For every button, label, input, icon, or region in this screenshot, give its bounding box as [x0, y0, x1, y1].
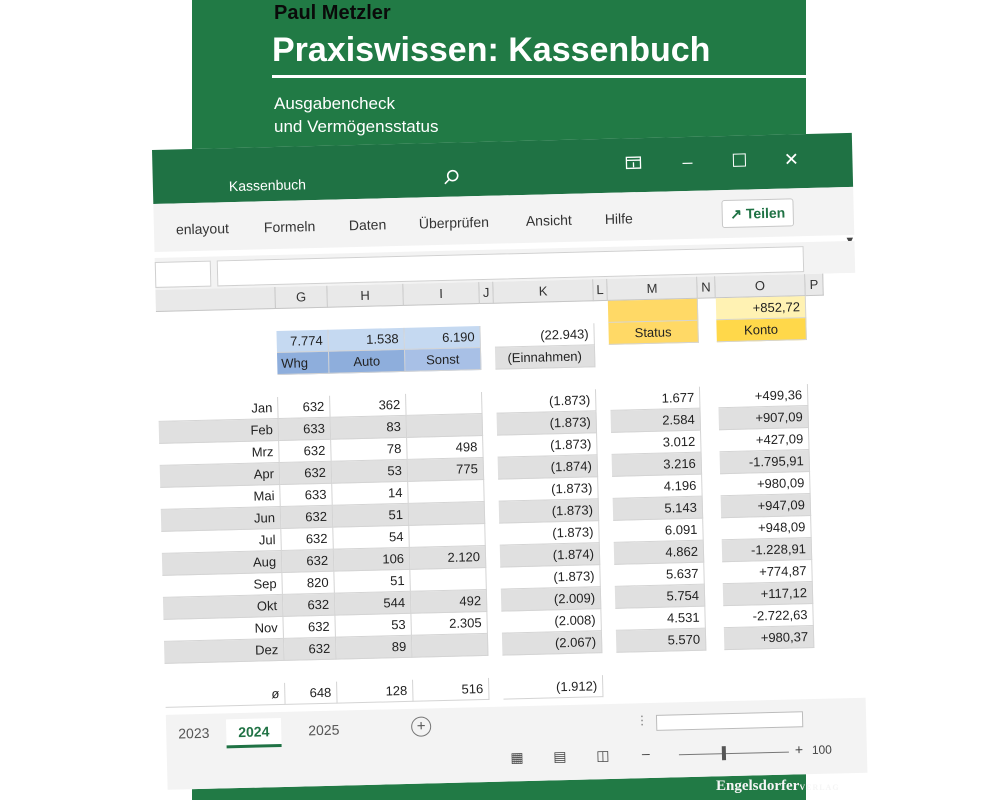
cell-einnahmen[interactable]: (2.009) — [501, 587, 602, 611]
tab-formeln[interactable]: Formeln — [263, 218, 316, 236]
cell-status[interactable]: 6.091 — [613, 519, 704, 543]
publisher-sub: VERLAG — [799, 783, 840, 792]
cell-konto[interactable]: -1.795,91 — [720, 450, 811, 474]
column-header-l[interactable]: L — [593, 279, 608, 301]
tab-seitenlayout[interactable]: enlayout — [175, 220, 230, 238]
book-title: Praxiswissen: Kassenbuch — [272, 31, 711, 69]
share-label: Teilen — [745, 204, 786, 222]
search-icon[interactable] — [443, 168, 462, 191]
month-label[interactable]: Mrz — [159, 441, 280, 466]
horizontal-scrollbar[interactable] — [656, 711, 803, 731]
subtitle-line-2: und Vermögensstatus — [274, 117, 439, 136]
month-label[interactable]: Dez — [164, 639, 285, 664]
column-header-g[interactable]: G — [275, 286, 328, 309]
close-icon[interactable]: ✕ — [783, 149, 800, 170]
cell-konto[interactable]: +980,09 — [720, 472, 811, 496]
cell-sonst[interactable] — [412, 634, 489, 658]
sheet-tab-2024[interactable]: 2024 — [226, 718, 282, 748]
zoom-in-button[interactable]: + — [794, 741, 804, 758]
cell-whg[interactable]: 632 — [279, 440, 332, 463]
month-label[interactable]: Feb — [159, 419, 280, 444]
cell-konto[interactable]: +980,37 — [724, 626, 815, 650]
avg-sonst[interactable]: 516 — [413, 678, 490, 702]
cell-status[interactable]: 4.531 — [615, 607, 706, 631]
cell-whg[interactable]: 633 — [280, 484, 333, 507]
restore-icon[interactable] — [622, 152, 645, 175]
month-label[interactable]: Mai — [160, 485, 281, 510]
status-header-top[interactable] — [608, 299, 699, 323]
cell-einnahmen[interactable]: (1.873) — [496, 389, 597, 413]
month-label[interactable]: Nov — [163, 617, 284, 642]
label-whg[interactable]: Whg — [277, 352, 330, 375]
month-label[interactable]: Jul — [161, 529, 282, 554]
column-header-m[interactable]: M — [607, 277, 698, 301]
book-cover — [175, 0, 840, 800]
cell-sonst[interactable]: 498 — [407, 436, 484, 460]
select-all-corner[interactable] — [155, 287, 276, 312]
cell-einnahmen[interactable]: (1.873) — [499, 499, 600, 523]
column-header-n[interactable]: N — [697, 276, 716, 298]
cell-einnahmen[interactable]: (1.874) — [500, 543, 601, 567]
cell-whg[interactable]: 632 — [281, 506, 334, 529]
cell-auto[interactable]: 14 — [332, 482, 409, 506]
column-header-i[interactable]: I — [403, 282, 480, 306]
avg-auto[interactable]: 128 — [337, 680, 414, 704]
sheet-tab-2025[interactable]: 2025 — [308, 721, 340, 739]
tab-ueberpruefen[interactable]: Überprüfen — [418, 213, 490, 232]
konto-total-cell[interactable]: +852,72 — [716, 296, 807, 320]
window-title: Kassenbuch — [228, 176, 307, 195]
cell-sonst[interactable]: 492 — [411, 590, 488, 614]
cell-einnahmen[interactable]: (1.873) — [499, 521, 600, 545]
month-label[interactable]: Okt — [163, 595, 284, 620]
cell-sonst[interactable]: 2.305 — [411, 612, 488, 636]
cell-status[interactable]: 1.677 — [610, 387, 701, 411]
cell-status[interactable]: 2.584 — [611, 409, 702, 433]
avg-symbol[interactable]: ø — [165, 683, 286, 708]
cell-konto[interactable]: +947,09 — [721, 494, 812, 518]
worksheet-grid[interactable] — [155, 273, 865, 715]
cell-status[interactable]: 4.862 — [614, 541, 705, 565]
tab-daten[interactable]: Daten — [348, 216, 387, 234]
column-header-j[interactable]: J — [479, 282, 494, 304]
name-box[interactable] — [155, 261, 212, 288]
month-label[interactable]: Jan — [158, 397, 279, 422]
month-label[interactable]: Aug — [162, 551, 283, 576]
cell-status[interactable]: 3.012 — [611, 431, 702, 455]
minimize-icon[interactable]: – — [682, 151, 693, 173]
avg-einnahmen[interactable]: (1.912) — [503, 675, 604, 699]
total-sonst[interactable]: 6.190 — [404, 326, 481, 350]
zoom-slider-thumb[interactable] — [722, 746, 726, 760]
cell-einnahmen[interactable]: (1.873) — [497, 433, 598, 457]
title-rule — [272, 75, 812, 78]
cell-sonst[interactable] — [409, 502, 486, 526]
column-header-h[interactable]: H — [327, 284, 404, 308]
page-layout-icon[interactable]: ▤ — [553, 748, 567, 765]
cell-einnahmen[interactable]: (1.873) — [497, 411, 598, 435]
author-name: Paul Metzler — [274, 2, 391, 24]
label-einnahmen[interactable]: (Einnahmen) — [495, 345, 596, 369]
maximize-icon[interactable]: ☐ — [731, 150, 748, 171]
cell-auto[interactable]: 83 — [331, 416, 408, 440]
sheet-tab-2023[interactable]: 2023 — [178, 724, 210, 742]
cell-konto[interactable]: +948,09 — [721, 516, 812, 540]
subtitle-line-1: Ausgabencheck — [274, 94, 395, 113]
more-dots-icon: ⋮ — [635, 713, 649, 728]
column-header-o[interactable]: O — [715, 274, 806, 298]
total-auto[interactable]: 1.538 — [328, 328, 405, 352]
cell-einnahmen[interactable]: (2.067) — [502, 631, 603, 655]
cell-einnahmen[interactable]: (2.008) — [501, 609, 602, 633]
cell-sonst[interactable] — [408, 480, 485, 504]
cell-konto[interactable]: -1.228,91 — [722, 538, 813, 562]
cell-auto[interactable]: 53 — [335, 614, 412, 638]
cell-status[interactable]: 5.754 — [615, 585, 706, 609]
page-break-icon[interactable]: ◫ — [596, 747, 610, 764]
cell-sonst[interactable] — [409, 524, 486, 548]
cell-konto[interactable]: +907,09 — [718, 406, 809, 430]
cell-konto[interactable]: +427,09 — [719, 428, 810, 452]
cell-whg[interactable]: 632 — [278, 396, 331, 419]
cell-einnahmen[interactable]: (1.874) — [498, 455, 599, 479]
column-header-p[interactable]: P — [805, 274, 824, 296]
cell-whg[interactable]: 632 — [283, 594, 336, 617]
publisher-logo — [716, 778, 840, 795]
cell-sonst[interactable]: 2.120 — [410, 546, 487, 570]
cell-einnahmen[interactable]: (1.873) — [498, 477, 599, 501]
cell-konto[interactable]: +774,87 — [722, 560, 813, 584]
cell-konto[interactable]: +499,36 — [718, 384, 809, 408]
cell-sonst[interactable] — [406, 392, 483, 416]
normal-view-icon[interactable]: ▦ — [510, 749, 524, 766]
avg-whg[interactable]: 648 — [285, 682, 338, 705]
excel-screenshot — [152, 133, 867, 790]
zoom-slider[interactable] — [679, 752, 789, 756]
cell-auto[interactable]: 544 — [335, 592, 412, 616]
cell-whg[interactable]: 820 — [282, 572, 335, 595]
label-sonst[interactable]: Sonst — [405, 348, 482, 372]
zoom-out-button[interactable]: – — [641, 745, 650, 762]
cell-einnahmen[interactable]: (1.873) — [500, 565, 601, 589]
cell-auto[interactable]: 362 — [330, 394, 407, 418]
tab-ansicht[interactable]: Ansicht — [525, 211, 572, 229]
cell-whg[interactable]: 632 — [280, 462, 333, 485]
column-header-k[interactable]: K — [493, 279, 594, 303]
cell-auto[interactable]: 51 — [334, 570, 411, 594]
cell-status[interactable]: 3.216 — [612, 453, 703, 477]
cell-whg[interactable]: 633 — [279, 418, 332, 441]
cell-whg[interactable]: 632 — [284, 638, 337, 661]
month-label[interactable]: Jun — [161, 507, 282, 532]
cell-status[interactable]: 5.570 — [616, 629, 707, 653]
cell-whg[interactable]: 632 — [281, 528, 334, 551]
cell-auto[interactable]: 53 — [332, 460, 409, 484]
cell-sonst[interactable]: 775 — [408, 458, 485, 482]
cell-konto[interactable]: +117,12 — [723, 582, 814, 606]
cell-konto[interactable]: -2.722,63 — [723, 604, 814, 628]
status-bar — [166, 698, 868, 790]
cell-sonst[interactable] — [407, 414, 484, 438]
zoom-level: 100 — [811, 742, 833, 758]
cell-auto[interactable]: 106 — [334, 548, 411, 572]
cell-whg[interactable]: 632 — [283, 616, 336, 639]
cell-status[interactable]: 5.143 — [613, 497, 704, 521]
cell-auto[interactable]: 54 — [333, 526, 410, 550]
cell-status[interactable]: 4.196 — [612, 475, 703, 499]
status-label[interactable]: Status — [608, 321, 699, 345]
cell-auto[interactable]: 78 — [331, 438, 408, 462]
month-label[interactable]: Sep — [162, 573, 283, 598]
cell-auto[interactable]: 51 — [333, 504, 410, 528]
total-whg[interactable]: 7.774 — [276, 330, 329, 353]
cell-whg[interactable]: 632 — [282, 550, 335, 573]
cell-sonst[interactable] — [410, 568, 487, 592]
total-einnahmen[interactable]: (22.943) — [494, 323, 595, 347]
cell-status[interactable]: 5.637 — [614, 563, 705, 587]
month-label[interactable]: Apr — [160, 463, 281, 488]
share-button[interactable] — [721, 198, 794, 228]
share-icon: ↗ — [730, 205, 743, 222]
konto-label[interactable]: Konto — [716, 318, 807, 342]
add-sheet-icon[interactable]: + — [411, 716, 431, 736]
label-auto[interactable]: Auto — [329, 350, 406, 374]
tab-hilfe[interactable]: Hilfe — [604, 210, 634, 227]
cell-auto[interactable]: 89 — [336, 636, 413, 660]
publisher-name: Engelsdorfer — [716, 778, 800, 794]
